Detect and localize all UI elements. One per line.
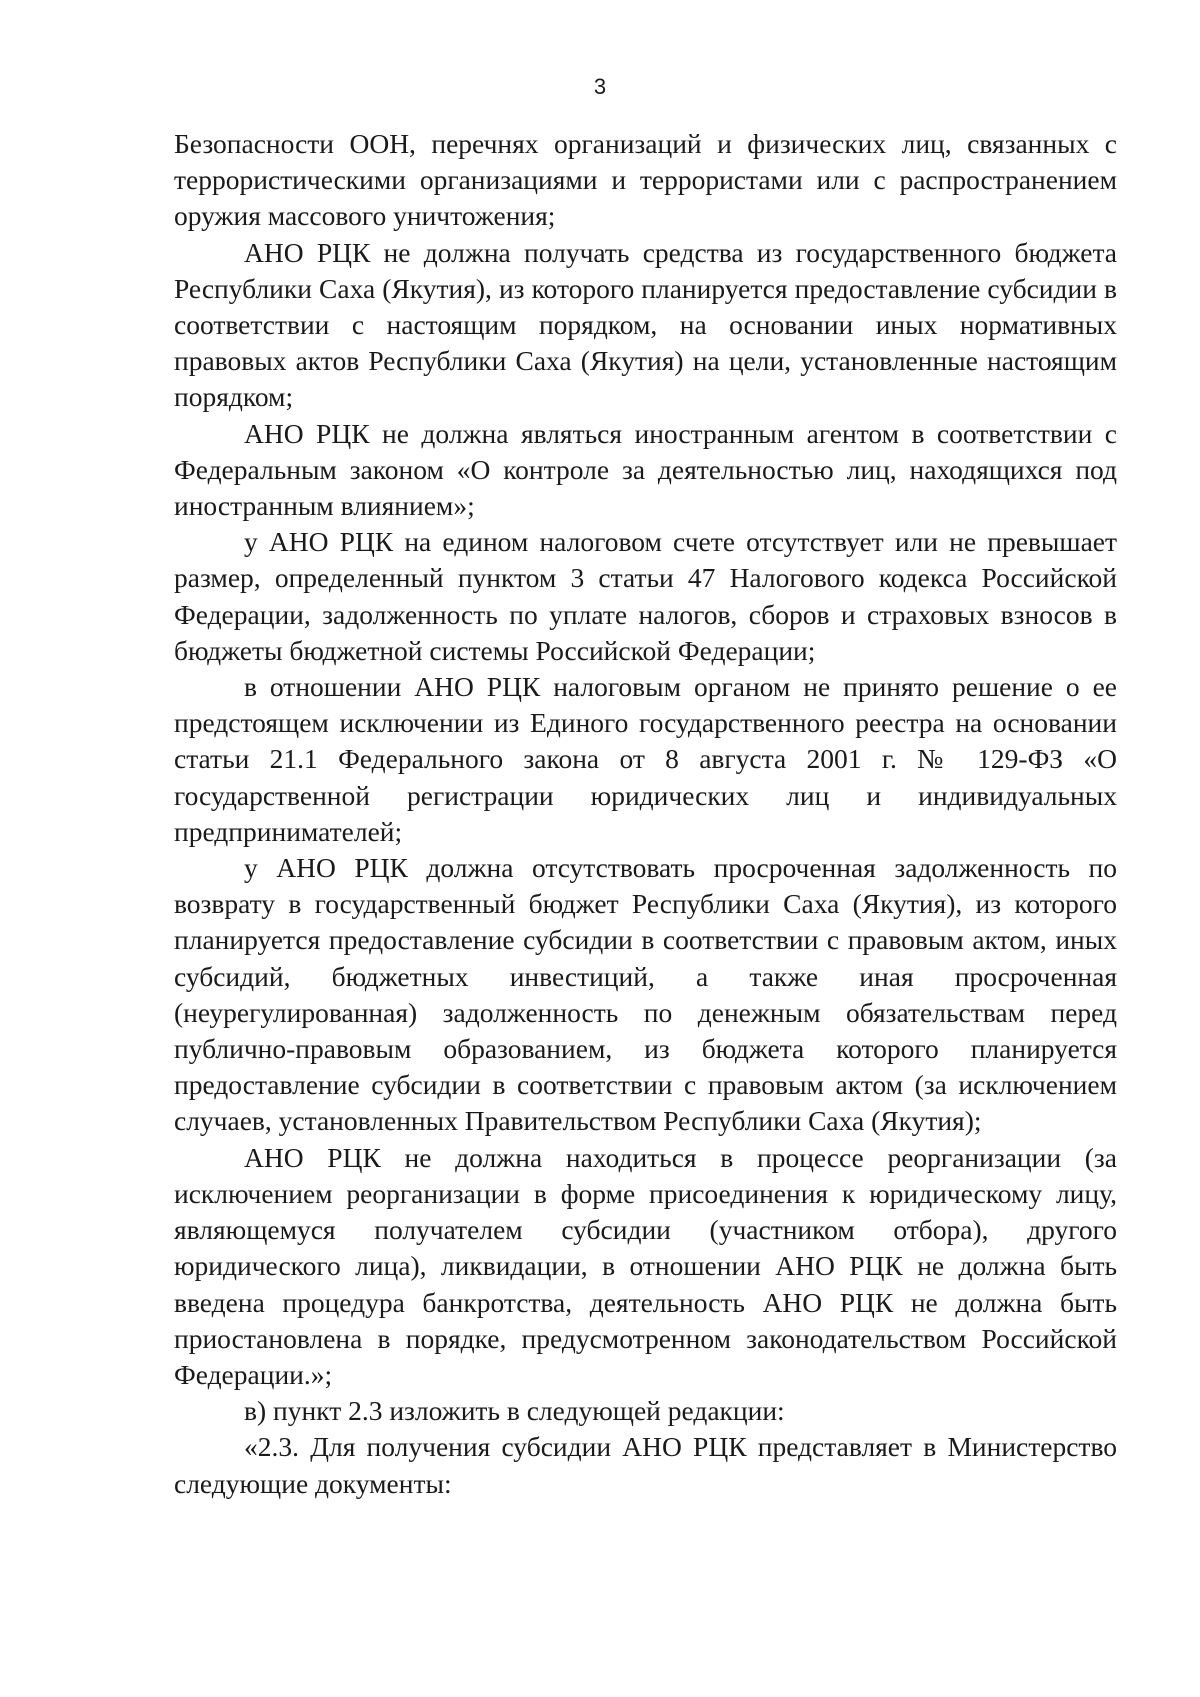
- paragraph-item-2-3: «2.3. Для получения субсидии АНО РЦК представляет в Министерство следующие документы:: [174, 1431, 1117, 1499]
- paragraph-reorganization: АНО РЦК не должна находиться в процессе реорганизации (за исключением реорганизации в форме присоединения к юридическому лицу, являющемуся получателем субсидии (участником отбора), другого юридического лица), ликвидации, в отношении АНО РЦК не должна быть введена процедура банкротства, деятельность АНО РЦК не должна быть приостановлена в порядке, предусмотренном законодательством Российской Федерации.»;: [174, 1141, 1117, 1390]
- paragraph-continuation: Безопасности ООН, перечнях организаций и физических лиц, связанных с террористическими организациями и террористами или с распространением оружия массового уничтожения;: [174, 128, 1117, 232]
- paragraph-overdue-debt: у АНО РЦК должна отсутствовать просроченная задолженность по возврату в государственный бюджет Республики Саха (Якутия), из которого планируется предоставление субсидии в соответствии с правовым актом, иных субсидий, бюджетных инвестиций, а также иная просроченная (неурегулированная) задолженность по денежным обязательствам перед публично-правовым образованием, из бюджета которого планируется предоставление субсидии в соответствии с правовым актом (за исключением случаев, установленных Правительством Республики Саха (Якутия);: [174, 852, 1117, 1137]
- paragraph-foreign-agent: АНО РЦК не должна являться иностранным агентом в соответствии с Федеральным законом «О контроле за деятельностью лиц, находящихся под иностранным влиянием»;: [174, 417, 1117, 522]
- document-body: [174, 126, 1117, 1502]
- page-number: 3: [593, 74, 607, 99]
- paragraph-registry-exclusion: в отношении АНО РЦК налоговым органом не принято решение о ее предстоящем исключении из Единого государственного реестра на основании статьи 21.1 Федерального закона от 8 августа 2001 г. № 129-ФЗ «О государственной регистрации юридических лиц и индивидуальных предпринимателей;: [174, 671, 1117, 847]
- paragraph-tax-account: у АНО РЦК на едином налоговом счете отсутствует или не превышает размер, определенный пунктом 3 статьи 47 Налогового кодекса Российской Федерации, задолженность по уплате налогов, сборов и страховых взносов в бюджеты бюджетной системы Российской Федерации;: [174, 526, 1117, 666]
- paragraph-no-budget-funds: АНО РЦК не должна получать средства из государственного бюджета Республики Саха (Якутия), из которого планируется предоставление субсидии в соответствии с настоящим порядком, на основании иных нормативных правовых актов Республики Саха (Якутия) на цели, установленные настоящим порядком;: [174, 236, 1117, 413]
- paragraph-item-2-3-intro: в) пункт 2.3 изложить в следующей редакции:: [244, 1395, 785, 1427]
